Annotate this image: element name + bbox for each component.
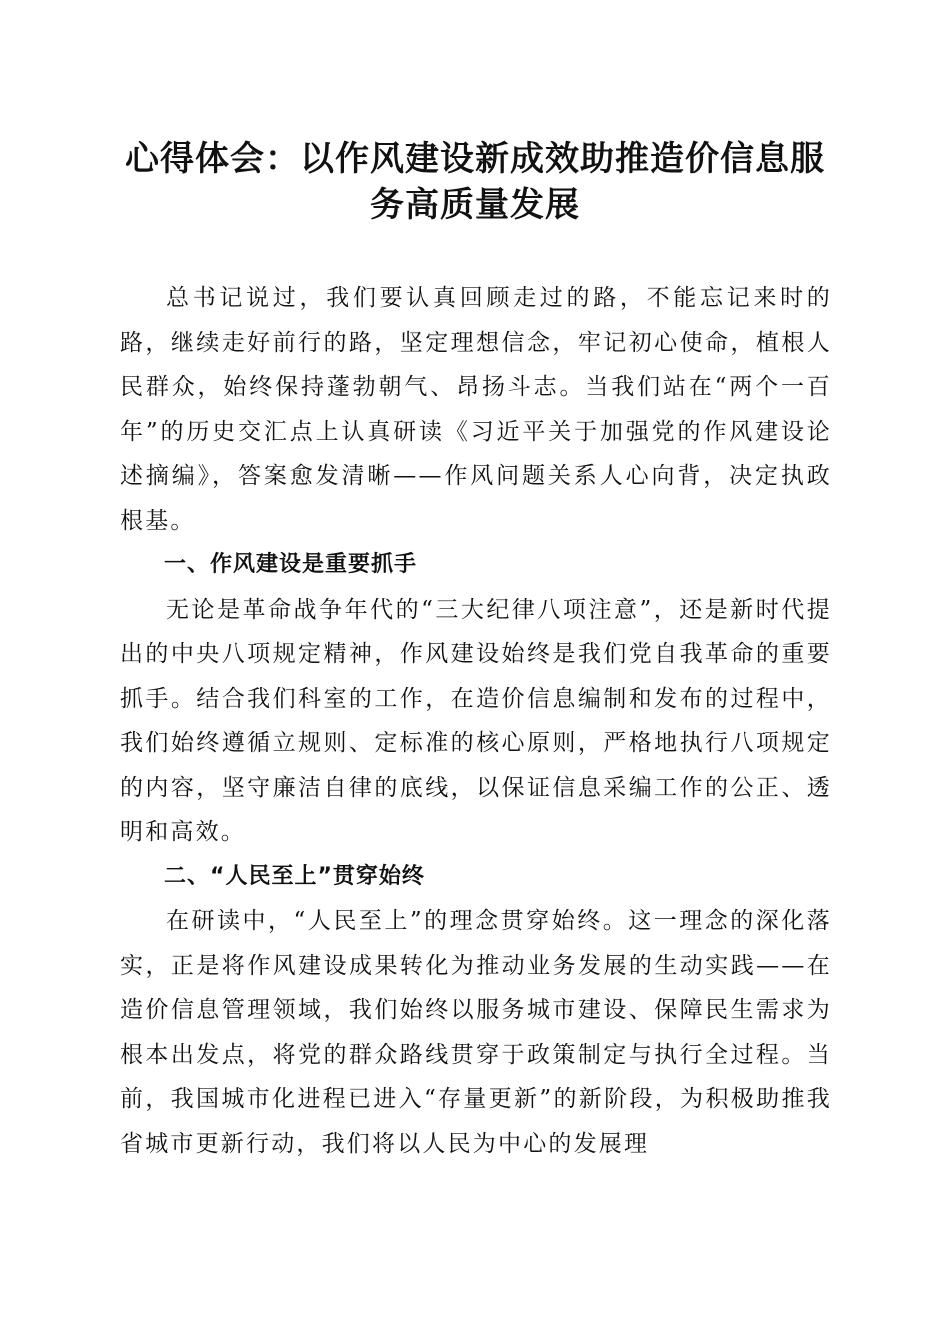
section-2-paragraph: 在研读中，“人民至上”的理念贯穿始终。这一理念的深化落实，正是将作风建设成果转化为推动业务发展的生动实践——在造价信息管理领域，我们始终以服务城市建设、保障民生需求为根本出发点，将党的群众路线贯穿于政策制定与执行全过程。当前，我国城市化进程已进入“存量更新”的新阶段，为积极助推我省城市更新行动，我们将以人民为中心的发展理: [120, 908, 832, 1157]
section-1-paragraph: 无论是革命战争年代的“三大纪律八项注意”，还是新时代提出的中央八项规定精神，作风建设始终是我们党自我革命的重要抓手。结合我们科室的工作，在造价信息编制和发布的过程中，我们始终遵循立规则、定标准的核心原则，严格地执行八项规定的内容，坚守廉洁自律的底线，以保证信息采编工作的公正、透明和高效。: [120, 596, 832, 845]
document-body: [120, 276, 832, 1166]
document-title: 心得体会：以作风建设新成效助推造价信息服务高质量发展: [125, 139, 825, 225]
section-heading-1: 一、作风建设是重要抓手: [164, 552, 418, 577]
section-heading-2: 二、“人民至上”贯穿始终: [164, 863, 425, 889]
intro-paragraph: 总书记说过，我们要认真回顾走过的路，不能忘记来时的路，继续走好前行的路，坚定理想信念，牢记初心使命，植根人民群众，始终保持蓬勃朝气、昂扬斗志。当我们站在“两个一百年”的历史交汇点上认真研读《习近平关于加强党的作风建设论述摘编》，答案愈发清晰——作风问题关系人心向背，决定执政根基。: [120, 285, 832, 534]
